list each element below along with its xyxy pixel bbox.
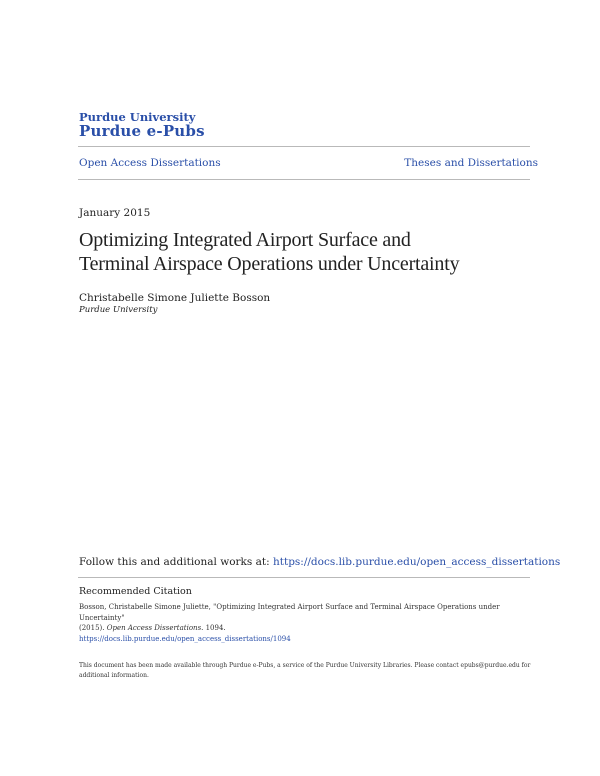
citation-url-link[interactable]: https://docs.lib.purdue.edu/open_access_dissertations/1094: [79, 634, 291, 643]
availability-notice: [79, 661, 531, 681]
theses-and-dissertations-link[interactable]: Theses and Dissertations: [404, 157, 538, 169]
open-access-dissertations-link[interactable]: Open Access Dissertations: [79, 157, 221, 169]
document-title: [79, 228, 539, 276]
title-line-2: Terminal Airspace Operations under Uncertainty: [79, 253, 460, 275]
citation-heading: Recommended Citation: [79, 586, 192, 597]
title-line-1: Optimizing Integrated Airport Surface and: [79, 229, 411, 251]
collection-url-link[interactable]: https://docs.lib.purdue.edu/open_access_dissertations: [273, 556, 561, 568]
follow-line: [79, 556, 560, 568]
citation-divider: [78, 577, 530, 578]
author-affiliation: Purdue University: [79, 305, 158, 315]
notice-line-2: additional information.: [79, 672, 149, 679]
citation-year: (2015).: [79, 624, 107, 632]
notice-line-1: This document has been made available through Purdue e-Pubs, a service of the Purdue University Libraries. Please contact epubs@purdue.edu for: [79, 662, 531, 669]
top-divider: [78, 146, 530, 147]
citation-journal: Open Access Dissertations: [106, 624, 202, 632]
citation-block: [79, 602, 531, 644]
repository-name[interactable]: Purdue e-Pubs: [79, 122, 205, 140]
publication-date: January 2015: [79, 207, 151, 219]
author-name: Christabelle Simone Juliette Bosson: [79, 292, 271, 304]
institution-name: Purdue University: [79, 110, 196, 124]
nav-divider: [78, 179, 530, 180]
follow-label: Follow this and additional works at:: [79, 556, 270, 568]
citation-line-2: [79, 623, 531, 634]
citation-number: . 1094.: [201, 624, 226, 632]
citation-line-1: Bosson, Christabelle Simone Juliette, "Optimizing Integrated Airport Surface and Terminal Airspace Operations under Uncertainty": [79, 603, 500, 622]
